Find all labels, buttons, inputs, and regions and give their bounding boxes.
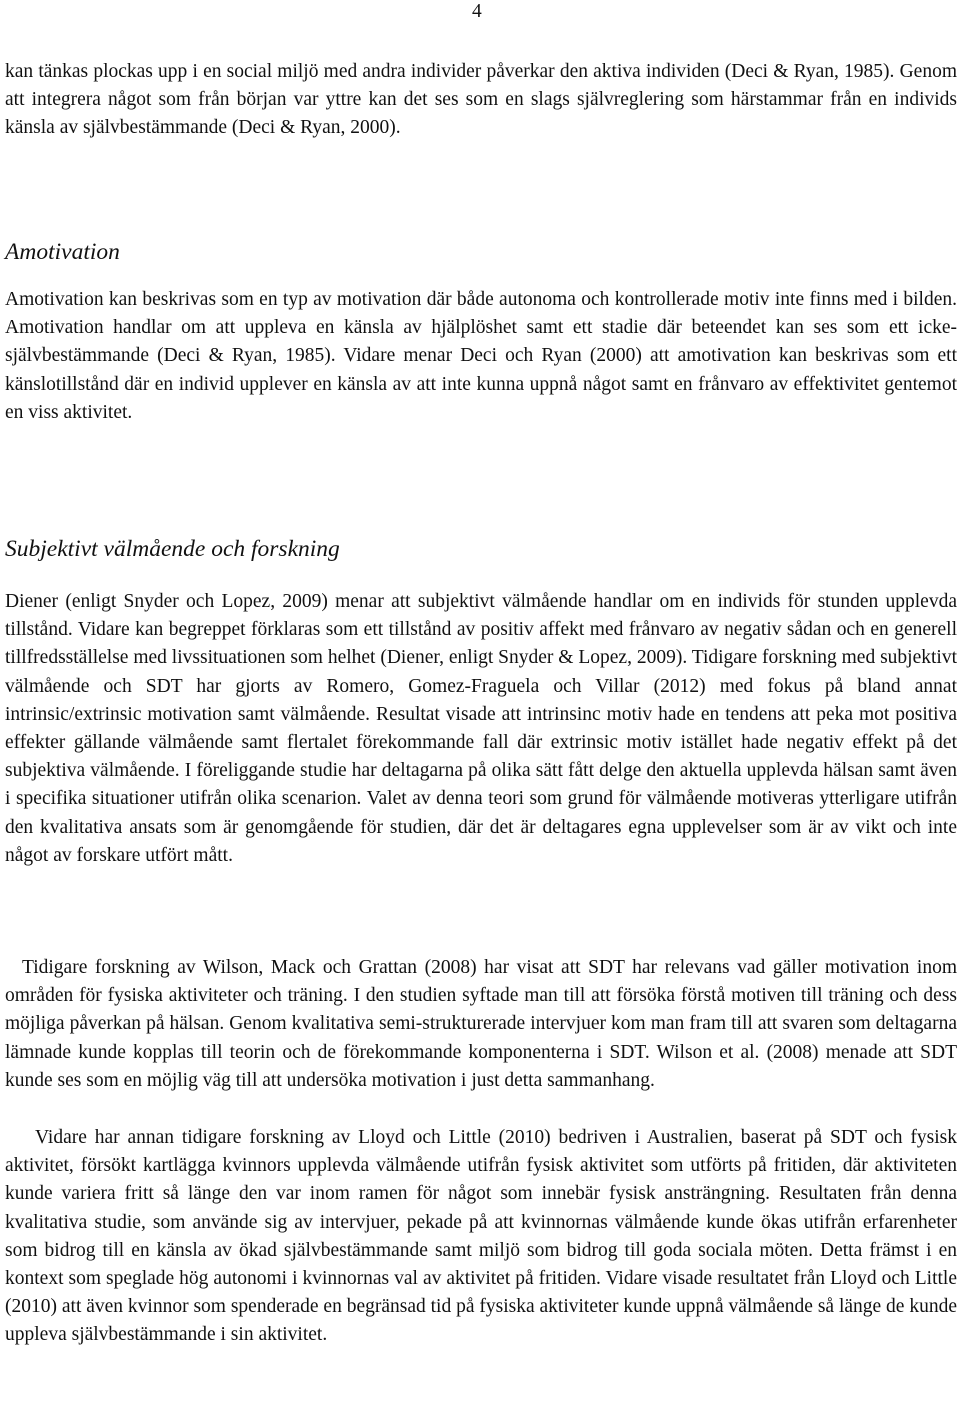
heading-subjektivt-valmaende: Subjektivt välmående och forskning <box>5 536 340 562</box>
paragraph-wilson: Tidigare forskning av Wilson, Mack och Grattan (2008) har visat att SDT har relevans vad gäller motivation inom områden för fysiska aktiviteter och träning. I den studien syftade man till att försöka förstå motiven till träning och dess möjliga påverkan på hälsan. Genom kvalitativa semi-strukturerade intervjuer kom man fram till att svaren som deltagarna lämnade kunde kopplas till teorin och de förekommande komponenterna i SDT. Wilson et al. (2008) menade att SDT kunde ses som en möjlig väg till att undersöka motivation i just detta sammanhang. <box>5 957 957 1091</box>
page-number: 4 <box>472 1 482 22</box>
paragraph-intro: kan tänkas plockas upp i en social miljö med andra individer påverkar den aktiva individen (Deci & Ryan, 1985). Genom att integrera något som från början var yttre kan det ses som en slags självreglering som härstammar från en individs känsla av självbestämmande (Deci & Ryan, 2000). <box>5 61 957 139</box>
heading-amotivation: Amotivation <box>5 239 120 265</box>
paragraph-subjektivt-valmaende: Diener (enligt Snyder och Lopez, 2009) menar att subjektivt välmående handlar om en individs för stunden upplevda tillstånd. Vidare kan begreppet förklaras som ett tillstånd av positiv affekt med frånvaro av negativ sådan och en generell tillfredsställelse med livssituationen som helhet (Diener, enligt Snyder & Lopez, 2009). Tidigare forskning med subjektivt välmående och SDT har gjorts av Romero, Gomez-Fraguela och Villar (2012) med fokus på bland annat intrinsic/extrinsic motivation samt välmående. Resultat visade att intrinsinc motiv hade en tendens att peka mot positiva effekter gällande välmående samt flertalet förekommande fall där extrinsic motiv istället hade negativ effekt på det subjektiva välmående. I föreliggande studie har deltagarna på olika sätt fått delge den aktuella upplevda hälsan samt även i specifika situationer utifrån olika scenarion. Valet av denna teori som grund för välmående motiveras ytterligare utifrån den kvalitativa ansats som är genomgående för studien, där det är deltagares egna upplevelser som är av vikt och inte något av forskare utfört mått. <box>5 591 957 866</box>
paragraph-lloyd: Vidare har annan tidigare forskning av Lloyd och Little (2010) bedriven i Australien, baserat på SDT och fysisk aktivitet, försökt kartlägga kvinnors upplevda välmående utifrån fysisk aktivitet som utförts på fritiden, där aktiviteten kunde variera fritt så länge den var inom ramen för något som innebär fysisk ansträngning. Resultaten från denna kvalitativa studie, som använde sig av intervjuer, pekade på att kvinnornas välmående kunde ökas utifrån erfarenheter som bidrog till en känsla av ökad självbestämmande samt miljö som bidrog till goda sociala möten. Detta främst i en kontext som speglade hög autonomi i kvinnornas val av aktivitet på fritiden. Vidare visade resultatet från Lloyd och Little (2010) att även kvinnor som spenderade en begränsad tid på fysiska aktiviteter kunde uppnå välmående så länge de kunde uppleva självbestämmande i sin aktivitet. <box>5 1127 957 1346</box>
paragraph-amotivation: Amotivation kan beskrivas som en typ av motivation där både autonoma och kontrollerade motiv inte finns med i bilden. Amotivation handlar om att uppleva en känsla av hjälplöshet samt ett stadie där beteendet kan ses som ett icke-självbestämmande (Deci & Ryan, 1985). Vidare menar Deci och Ryan (2000) att amotivation kan beskrivas som ett känslotillstånd där en individ upplever en känsla av att inte kunna uppnå något samt en frånvaro av effektivitet gentemot en viss aktivitet. <box>5 289 957 423</box>
